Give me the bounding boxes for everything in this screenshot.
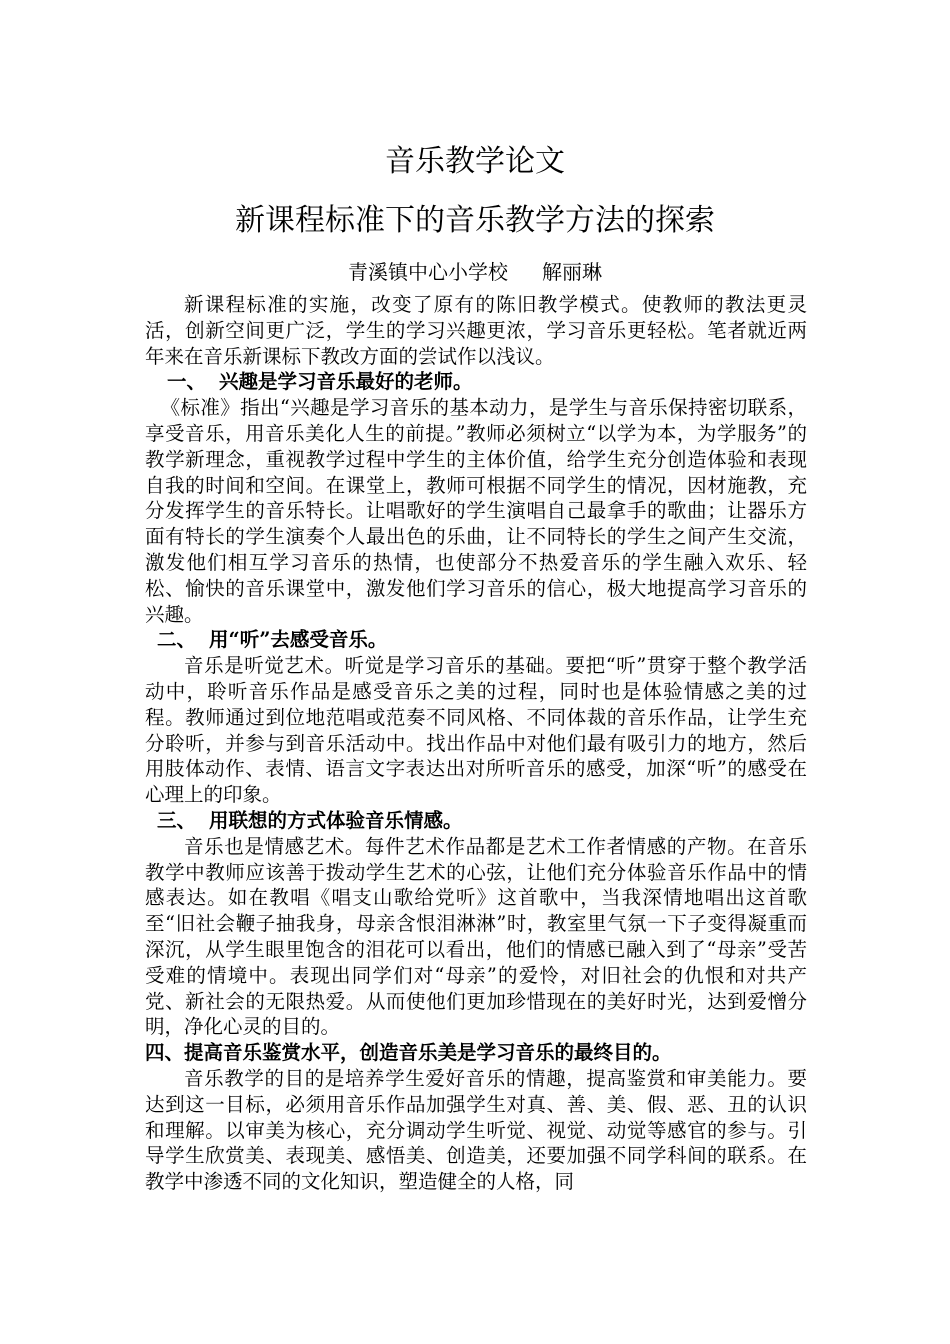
section-number-4: 四、: [145, 1041, 185, 1065]
section-paragraph-3: 音乐也是情感艺术。每件艺术作品都是艺术工作者情感的产物。在音乐教学中教师应该善于拨动学生艺术的心弦，让他们充分体验音乐作品中的情感表达。如在教唱《唱支山歌给党听》这首歌中，当我深情地唱出这首歌至“旧社会鞭子抽我身，母亲含恨泪淋淋”时，教室里气氛一下子变得凝重而深沉，从学生眼里饱含的泪花可以看出，他们的情感已融入到了“母亲”受苦受难的情境中。表现出同学们对“母亲”的爱怜，对旧社会的仇恨和对共产党、新社会的无限热爱。从而使他们更加珍惜现在的美好时光，达到爱憎分明，净化心灵的目的。: [145, 834, 807, 1039]
intro-paragraph: 新课程标准的实施，改变了原有的陈旧教学模式。使教师的教法更灵活，创新空间更广泛，学生的学习兴趣更浓，学习音乐更轻松。笔者就近两年来在音乐新课标下教改方面的尝试作以浅议。: [145, 293, 807, 368]
section-title-2: 用“听”去感受音乐。: [209, 628, 388, 652]
section-title-4: 提高音乐鉴赏水平，创造音乐美是学习音乐的最终目的。: [184, 1041, 672, 1065]
school-name: 青溪镇中心小学校: [348, 260, 508, 284]
section-heading-4: [145, 1040, 807, 1066]
document-title: 音乐教学论文: [385, 144, 565, 179]
section-paragraph-2: 音乐是听觉艺术。听觉是学习音乐的基础。要把“听”贯穿于整个教学活动中，聆听音乐作品是感受音乐之美的过程，同时也是体验情感之美的过程。教师通过到位地范唱或范奏不同风格、不同体裁的音乐作品，让学生充分聆听，并参与到音乐活动中。找出作品中对他们最有吸引力的地方，然后用肢体动作、表情、语言文字表达出对所听音乐的感受，加深“听”的感受在心理上的印象。: [145, 654, 807, 807]
section-number-2: 二、: [157, 628, 197, 652]
section-heading-3: [145, 808, 807, 834]
section-paragraph-4: 音乐教学的目的是培养学生爱好音乐的情趣，提高鉴赏和审美能力。要达到这一目标，必须用音乐作品加强学生对真、善、美、假、恶、丑的认识和理解。以审美为核心，充分调动学生听觉、视觉、动觉等感官的参与。引导学生欣赏美、表现美、感悟美、创造美，还要加强不同学科间的联系。在教学中渗透不同的文化知识，塑造健全的人格，同: [145, 1066, 807, 1194]
section-title-3: 用联想的方式体验音乐情感。: [209, 808, 463, 832]
document-subtitle: 新课程标准下的音乐教学方法的探索: [235, 203, 715, 238]
section-heading-2: [145, 627, 807, 653]
author-name: 解丽琳: [542, 260, 602, 284]
section-heading-1: [145, 369, 807, 395]
document-body: [145, 292, 807, 1195]
section-paragraph-1: 《标准》指出“兴趣是学习音乐的基本动力，是学生与音乐保持密切联系，享受音乐，用音乐美化人生的前提。”教师必须树立“以学为本，为学服务”的教学新理念，重视教学过程中学生的主体价值，给学生充分创造体验和表现自我的时间和空间。在课堂上，教师可根据不同学生的情况，因材施教，充分发挥学生的音乐特长。让唱歌好的学生演唱自己最拿手的歌曲；让器乐方面有特长的学生演奏个人最出色的乐曲，让不同特长的学生之间产生交流，激发他们相互学习音乐的热情，也使部分不热爱音乐的学生融入欢乐、轻松、愉快的音乐课堂中，激发他们学习音乐的信心，极大地提高学习音乐的兴趣。: [145, 396, 807, 626]
section-title-1: 兴趣是学习音乐最好的老师。: [219, 370, 473, 394]
section-number-1: 一、: [167, 370, 207, 394]
section-number-3: 三、: [157, 808, 197, 832]
byline: [0, 258, 950, 286]
